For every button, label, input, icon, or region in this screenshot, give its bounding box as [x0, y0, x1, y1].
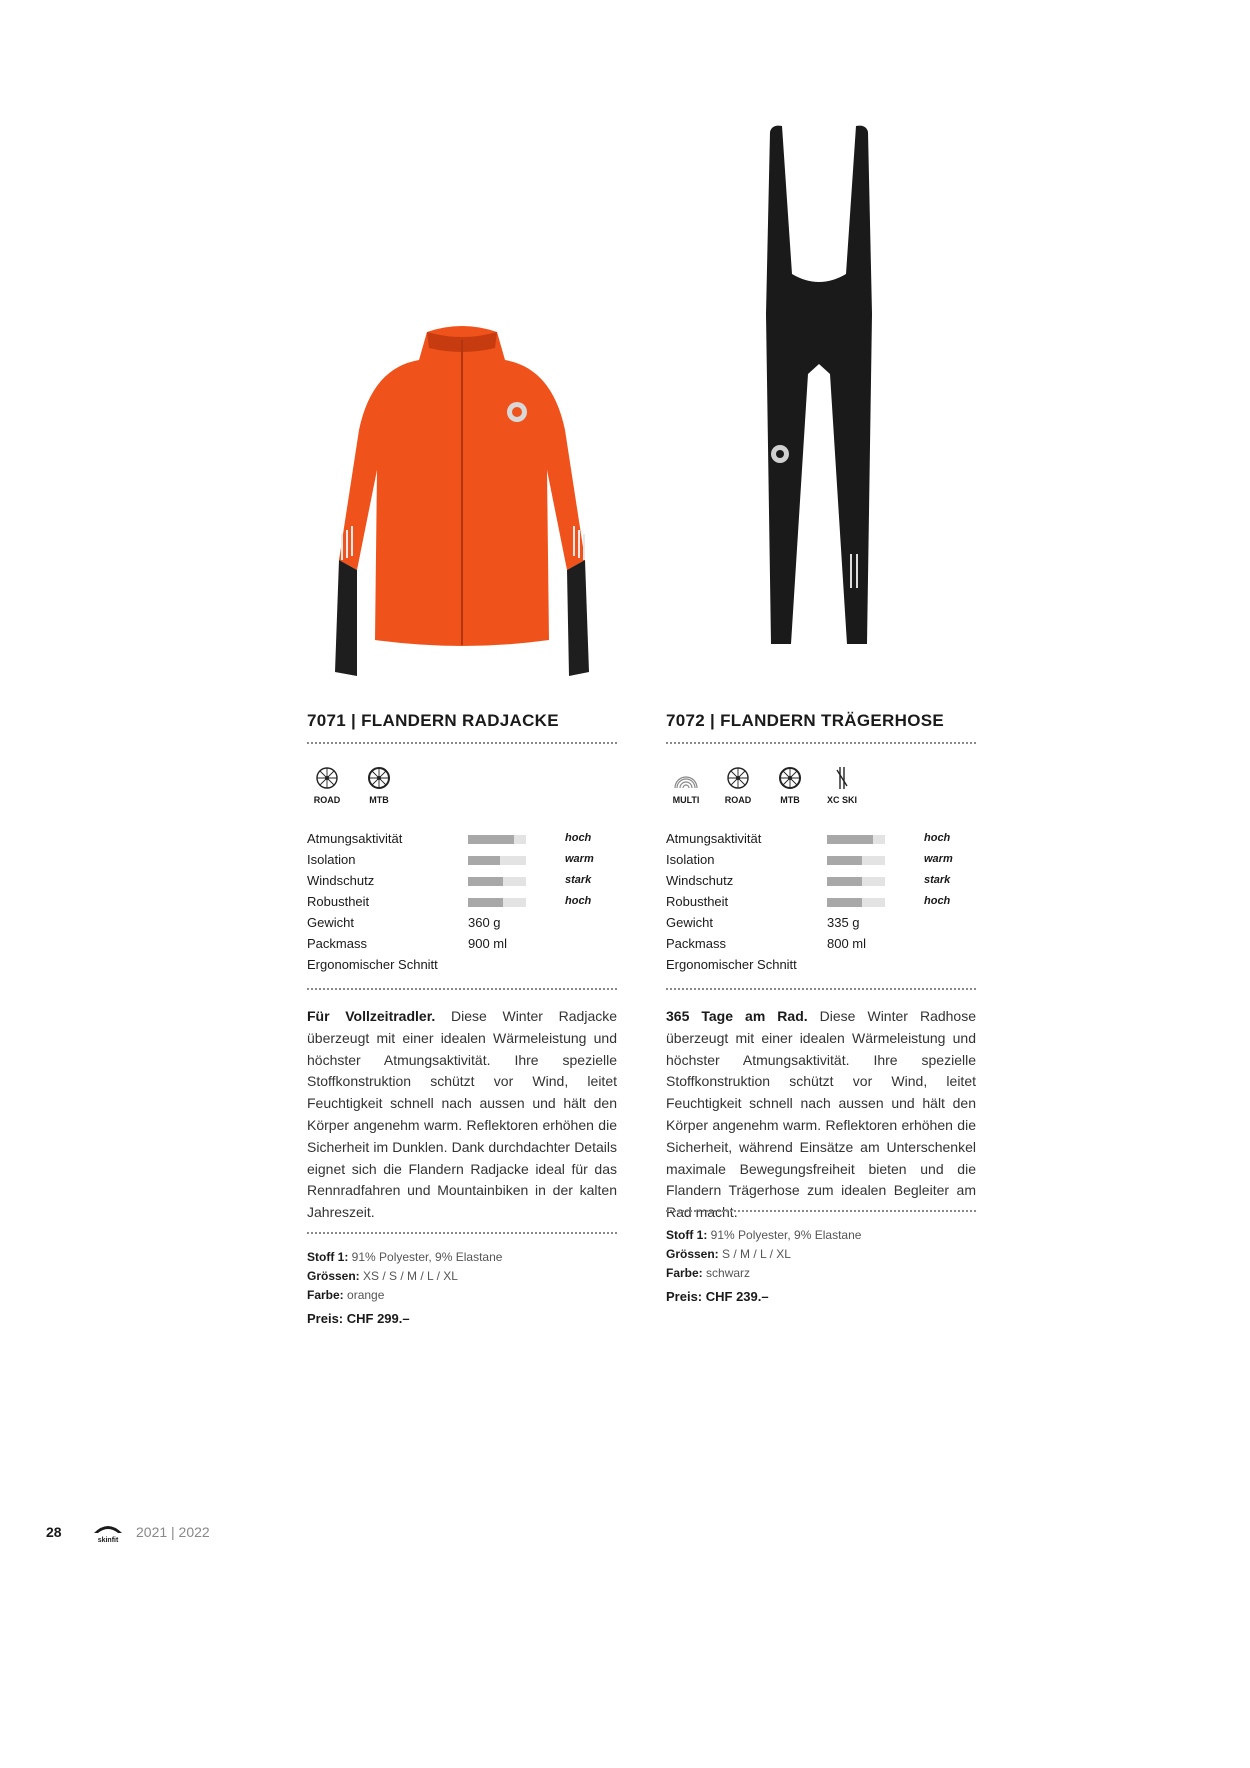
product-description — [307, 1006, 617, 1224]
xc-ski-icon — [830, 766, 854, 790]
rating-bar-fill — [827, 835, 873, 844]
spec-row — [307, 850, 619, 871]
product-title: 7071 | FLANDERN RADJACKE — [307, 711, 559, 730]
logo-text: skinfit — [97, 1537, 119, 1543]
sizes-label: Grössen: — [307, 1269, 360, 1283]
rating-bar — [468, 877, 526, 886]
rating-bar-fill — [468, 877, 503, 886]
rating-text: stark — [924, 874, 951, 886]
color-label: Farbe: — [307, 1288, 344, 1302]
sport-mtb — [770, 766, 810, 805]
sport-label: MULTI — [672, 795, 700, 805]
rating-text: hoch — [565, 832, 592, 844]
orange-jacket-image — [327, 320, 597, 680]
spec-value: 900 ml — [468, 936, 508, 951]
spec-value: 800 ml — [827, 936, 867, 951]
sport-label: MTB — [369, 795, 389, 805]
divider — [666, 988, 976, 990]
mtb-wheel-icon — [778, 766, 802, 790]
rating-bar — [827, 898, 885, 907]
spec-row — [307, 913, 619, 934]
sizes-line — [307, 1269, 619, 1288]
spec-label: Windschutz — [666, 873, 734, 888]
divider — [666, 742, 976, 744]
sizes-value: S / M / L / XL — [722, 1247, 791, 1261]
spec-label: Atmungsaktivität — [666, 831, 762, 846]
page-number: 28 — [46, 1524, 62, 1540]
rating-bar — [827, 856, 885, 865]
material-label: Stoff 1: — [307, 1250, 349, 1264]
rating-text: hoch — [565, 895, 592, 907]
sizes-value: XS / S / M / L / XL — [363, 1269, 458, 1283]
spec-row — [307, 829, 619, 850]
spec-label: Windschutz — [307, 873, 375, 888]
rating-text: warm — [924, 853, 953, 865]
rating-bar-fill — [468, 856, 500, 865]
jacket-photo — [327, 320, 597, 680]
spec-label: Packmass — [307, 936, 367, 951]
material-line — [307, 1250, 619, 1269]
spec-label: Atmungsaktivität — [307, 831, 403, 846]
color-value: schwarz — [706, 1266, 751, 1280]
description-text: Diese Winter Radhose überzeugt mit einer idealen Wärmeleistung und höchster Atmungsaktivität. Ihre spezielle Stoffkonstruktion schützt vor Wind, leitet Feuchtigkeit schnell nach aussen und hält den Körper angenehm warm. Reflektoren erhöhen die Sicherheit, während Einsätze am Unterschenkel maximale Bewegungsfreiheit bieten und die Flandern Trägerhose zum idealen Begleiter am Rad macht. — [666, 1008, 976, 1221]
black-bib-tights-image — [762, 124, 877, 649]
description-text: Diese Winter Radjacke überzeugt mit einer idealen Wärmeleistung und höchster Atmungsaktivität. Ihre spezielle Stoffkonstruktion schützt vor Wind, leitet Feuchtigkeit schnell nach aussen und hält den Körper angenehm warm. Reflektoren erhöhen die Sicherheit im Dunklen. Dank durchdachter Details eignet sich die Flandern Radjacke ideal für das Rennradfahren und Mountainbiken in der kalten Jahreszeit. — [307, 1008, 618, 1221]
spec-label: Robustheit — [307, 894, 370, 909]
rating-bar-fill — [468, 835, 514, 844]
sport-label: ROAD — [313, 795, 341, 805]
spec-row — [307, 934, 619, 955]
color-line — [307, 1288, 619, 1307]
spec-row — [666, 913, 978, 934]
rating-bar — [827, 835, 885, 844]
price: Preis: CHF 299.– — [307, 1311, 410, 1326]
road-wheel-icon — [726, 766, 750, 790]
rating-text: hoch — [924, 832, 951, 844]
sport-label: MTB — [780, 795, 800, 805]
spec-value: 335 g — [827, 915, 860, 930]
spec-label: Ergonomischer Schnitt — [666, 957, 797, 972]
divider — [307, 742, 617, 744]
spec-label: Robustheit — [666, 894, 729, 909]
description-lead: Für Vollzeitradler. — [307, 1008, 436, 1024]
rating-bar — [827, 877, 885, 886]
sizes-label: Grössen: — [666, 1247, 719, 1261]
product-meta — [666, 1228, 978, 1304]
spec-label: Gewicht — [666, 915, 713, 930]
material-value: 91% Polyester, 9% Elastane — [351, 1250, 503, 1264]
rating-text: hoch — [924, 895, 951, 907]
product-title: 7072 | FLANDERN TRÄGERHOSE — [666, 711, 944, 730]
rating-bar-fill — [468, 898, 503, 907]
spec-label: Packmass — [666, 936, 726, 951]
sport-road — [307, 766, 347, 805]
material-value: 91% Polyester, 9% Elastane — [710, 1228, 862, 1242]
color-line — [666, 1266, 978, 1285]
mtb-wheel-icon — [367, 766, 391, 790]
spec-value: 360 g — [468, 915, 501, 930]
sport-label: XC SKI — [826, 795, 857, 805]
page-footer — [46, 1520, 210, 1544]
price: Preis: CHF 239.– — [666, 1289, 769, 1304]
multi-arc-icon — [674, 766, 698, 790]
road-wheel-icon — [315, 766, 339, 790]
rating-bar-fill — [827, 856, 862, 865]
sport-road — [718, 766, 758, 805]
spec-row — [307, 892, 619, 913]
spec-table — [666, 829, 978, 976]
sport-icons — [666, 766, 862, 805]
material-label: Stoff 1: — [666, 1228, 708, 1242]
color-value: orange — [347, 1288, 385, 1302]
spec-row — [666, 871, 978, 892]
description-lead: 365 Tage am Rad. — [666, 1008, 808, 1024]
skinfit-logo — [90, 1521, 126, 1543]
skinfit-logo-icon — [90, 1521, 126, 1543]
divider — [666, 1210, 976, 1212]
sizes-line — [666, 1247, 978, 1266]
rating-bar — [468, 898, 526, 907]
rating-bar-fill — [827, 898, 862, 907]
product-description — [666, 1006, 976, 1224]
spec-row — [666, 934, 978, 955]
sport-mtb — [359, 766, 399, 805]
rating-bar-fill — [827, 877, 862, 886]
spec-row — [666, 850, 978, 871]
spec-row — [666, 892, 978, 913]
rating-bar — [468, 856, 526, 865]
rating-text: stark — [565, 874, 592, 886]
rating-text: warm — [565, 853, 594, 865]
material-line — [666, 1228, 978, 1247]
spec-row — [307, 955, 619, 976]
spec-label: Gewicht — [307, 915, 354, 930]
divider — [307, 988, 617, 990]
season-label: 2021 | 2022 — [136, 1524, 210, 1540]
spec-label: Isolation — [666, 852, 715, 867]
tights-photo — [762, 124, 877, 649]
color-label: Farbe: — [666, 1266, 703, 1280]
sport-icons — [307, 766, 399, 805]
divider — [307, 1232, 617, 1234]
spec-label: Ergonomischer Schnitt — [307, 957, 438, 972]
spec-row — [666, 829, 978, 850]
sport-xc-ski — [822, 766, 862, 805]
sport-multi — [666, 766, 706, 805]
rating-bar — [468, 835, 526, 844]
spec-table — [307, 829, 619, 976]
spec-row — [307, 871, 619, 892]
product-meta — [307, 1250, 619, 1326]
spec-label: Isolation — [307, 852, 356, 867]
sport-label: ROAD — [724, 795, 752, 805]
spec-row — [666, 955, 978, 976]
